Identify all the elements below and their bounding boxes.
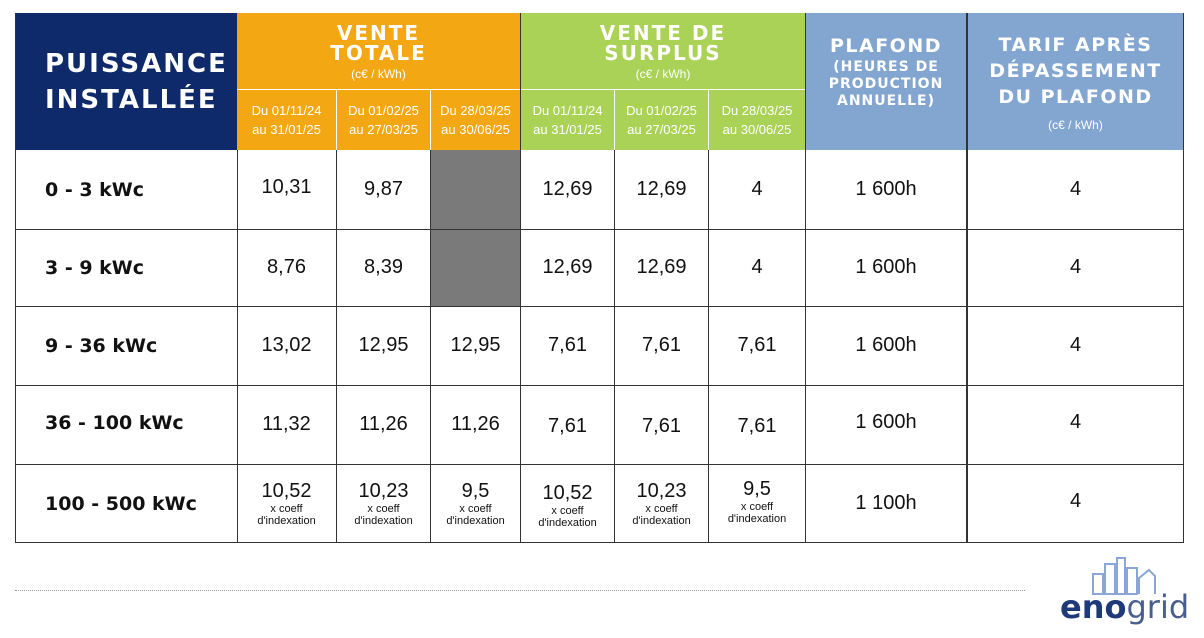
- cell-surplus-3: 7,61: [737, 334, 777, 356]
- header-vente-totale-line1: VENTE: [336, 20, 421, 45]
- cell-value: 10,23: [636, 480, 687, 502]
- header-puissance-installee: [15, 13, 237, 150]
- header-tarif-line2: DÉPASSEMENT: [989, 59, 1162, 82]
- header-puissance-line1: PUISSANCE: [45, 48, 228, 79]
- cell-value: 9,5: [461, 480, 490, 502]
- coef-line2: d'indexation: [538, 517, 597, 529]
- row-label: 100 - 500 kWc: [45, 492, 197, 515]
- cell-surplus-3: 4: [751, 178, 763, 200]
- header-separator: [430, 90, 431, 150]
- period-header-totale-3: [431, 90, 520, 150]
- period-line1: Du 28/03/25: [721, 103, 793, 118]
- header-vente-surplus-unit: (c€ / kWh): [635, 66, 691, 81]
- period-header-totale-2: [337, 90, 430, 150]
- grid-line: [520, 13, 521, 543]
- grey-cell: [431, 150, 520, 306]
- cell-value: 10,23: [358, 480, 409, 502]
- cell-tarif: 4: [1069, 411, 1082, 433]
- row-label: 0 - 3 kWc: [45, 178, 145, 201]
- cell-totale-1: [237, 464, 336, 543]
- row-label: 3 - 9 kWc: [45, 256, 145, 279]
- cell-plafond: 1 600h: [855, 256, 917, 278]
- cell-surplus-3: 7,61: [737, 415, 777, 437]
- cell-surplus-2: 7,61: [642, 415, 681, 437]
- period-header-surplus-3: [709, 90, 805, 150]
- footer-divider: [15, 590, 1025, 591]
- cell-value: 9,5: [743, 478, 771, 500]
- period-line1: Du 28/03/25: [440, 103, 511, 118]
- header-vente-surplus-line1: VENTE DE: [599, 20, 727, 45]
- logo-eno: eno: [1060, 588, 1127, 626]
- header-separator: [614, 90, 615, 150]
- grid-line: [15, 464, 1183, 465]
- cell-surplus-1: 7,61: [548, 334, 587, 356]
- header-separator: [237, 89, 805, 90]
- grid-line: [1183, 13, 1184, 543]
- grid-line: [805, 13, 806, 543]
- cell-plafond: 1 600h: [855, 334, 917, 356]
- period-line1: Du 01/02/25: [348, 103, 419, 118]
- cell-tarif: 4: [1069, 334, 1082, 356]
- cell-totale-1: 8,76: [267, 256, 306, 278]
- cell-value: 10,52: [542, 482, 593, 504]
- coef-line2: d'indexation: [257, 515, 316, 527]
- grid-line: [15, 13, 16, 543]
- period-line1: Du 01/11/24: [532, 103, 603, 118]
- coef-line1: x coeff: [459, 503, 492, 515]
- cell-tarif: 4: [1069, 256, 1082, 278]
- grid-line: [614, 150, 615, 543]
- cell-totale-2: [337, 464, 430, 543]
- grid-line: [15, 306, 1183, 307]
- header-tarif-unit: (c€ / kWh): [1048, 117, 1103, 132]
- period-header-surplus-2: [615, 90, 708, 150]
- cell-surplus-2: 12,69: [636, 256, 687, 278]
- header-vente-surplus: [521, 13, 805, 90]
- header-separator: [336, 90, 337, 150]
- grid-line: [966, 13, 968, 543]
- header-separator: [708, 90, 709, 150]
- logo-grid: grid: [1126, 588, 1190, 626]
- grid-line: [430, 150, 431, 543]
- cell-totale-1: 10,31: [261, 176, 312, 198]
- header-vente-totale-line2: TOTALE: [330, 40, 427, 65]
- grid-line: [336, 150, 337, 543]
- coef-line1: x coeff: [740, 501, 774, 513]
- coef-line1: x coeff: [551, 505, 584, 517]
- grid-line: [15, 385, 1183, 386]
- row-label: 36 - 100 kWc: [45, 411, 184, 434]
- period-header-totale-1: [237, 90, 336, 150]
- cell-surplus-1: 7,61: [548, 415, 587, 437]
- cell-surplus-1: [521, 464, 614, 547]
- cell-totale-3: 12,95: [450, 334, 501, 356]
- header-plafond-sub1: (HEURES DE: [833, 59, 939, 75]
- coef-line2: d'indexation: [632, 515, 691, 527]
- period-line1: Du 01/11/24: [251, 103, 322, 118]
- cell-totale-3: 11,26: [451, 413, 500, 435]
- coef-line1: x coeff: [367, 503, 400, 515]
- period-line2: au 30/06/25: [441, 122, 510, 137]
- cell-surplus-1: 12,69: [542, 256, 593, 278]
- cell-surplus-2: 7,61: [642, 334, 681, 356]
- grid-line: [237, 150, 238, 543]
- cell-totale-1: 13,02: [261, 334, 312, 356]
- header-tarif-apres-depassement: [968, 13, 1183, 150]
- header-plafond-sub2: PRODUCTION: [828, 76, 944, 92]
- grid-line: [15, 542, 1183, 543]
- cell-surplus-3: 4: [751, 256, 763, 278]
- header-vente-totale-unit: (c€ / kWh): [351, 66, 406, 81]
- cell-totale-3: [431, 464, 520, 543]
- coef-line1: x coeff: [270, 503, 303, 515]
- cell-value: 10,52: [261, 480, 312, 502]
- cell-surplus-2: [615, 464, 708, 543]
- grid-line: [708, 150, 709, 543]
- header-plafond: [806, 13, 966, 150]
- cell-tarif: 4: [1069, 490, 1082, 512]
- cell-plafond: 1 600h: [855, 411, 917, 433]
- coef-line2: d'indexation: [446, 515, 505, 527]
- period-line2: au 31/01/25: [533, 122, 602, 137]
- header-tarif-line3: DU PLAFOND: [998, 85, 1153, 108]
- cell-surplus-1: 12,69: [542, 178, 593, 200]
- coef-line2: d'indexation: [727, 513, 787, 525]
- cell-surplus-2: 12,69: [636, 178, 687, 200]
- cell-totale-2: 9,87: [364, 178, 403, 200]
- header-plafond-sub3: ANNUELLE): [836, 93, 935, 109]
- header-plafond-title: PLAFOND: [829, 35, 943, 57]
- grid-line: [15, 229, 1183, 230]
- period-header-surplus-1: [521, 90, 614, 150]
- header-vente-surplus-line2: SURPLUS: [604, 40, 722, 65]
- coef-line2: d'indexation: [354, 515, 413, 527]
- period-line2: au 30/06/25: [722, 122, 792, 137]
- header-tarif-line1: TARIF APRÈS: [998, 33, 1153, 56]
- cell-totale-2: 12,95: [358, 334, 409, 356]
- cell-surplus-3: [709, 464, 805, 539]
- header-vente-totale: [237, 13, 520, 90]
- cell-plafond: 1 100h: [855, 492, 917, 514]
- header-puissance-line2: INSTALLÉE: [45, 84, 218, 115]
- cell-tarif: 4: [1069, 178, 1082, 200]
- period-line2: au 27/03/25: [349, 122, 418, 137]
- row-label: 9 - 36 kWc: [45, 334, 158, 357]
- period-line2: au 31/01/25: [252, 122, 321, 137]
- period-line1: Du 01/02/25: [626, 103, 697, 118]
- enogrid-logo: [1060, 556, 1190, 632]
- coef-line1: x coeff: [645, 503, 678, 515]
- cell-totale-1: 11,32: [262, 413, 311, 435]
- cell-plafond: 1 600h: [855, 178, 917, 200]
- cell-totale-2: 11,26: [359, 413, 408, 435]
- period-line2: au 27/03/25: [627, 122, 696, 137]
- cell-totale-2: 8,39: [364, 256, 403, 278]
